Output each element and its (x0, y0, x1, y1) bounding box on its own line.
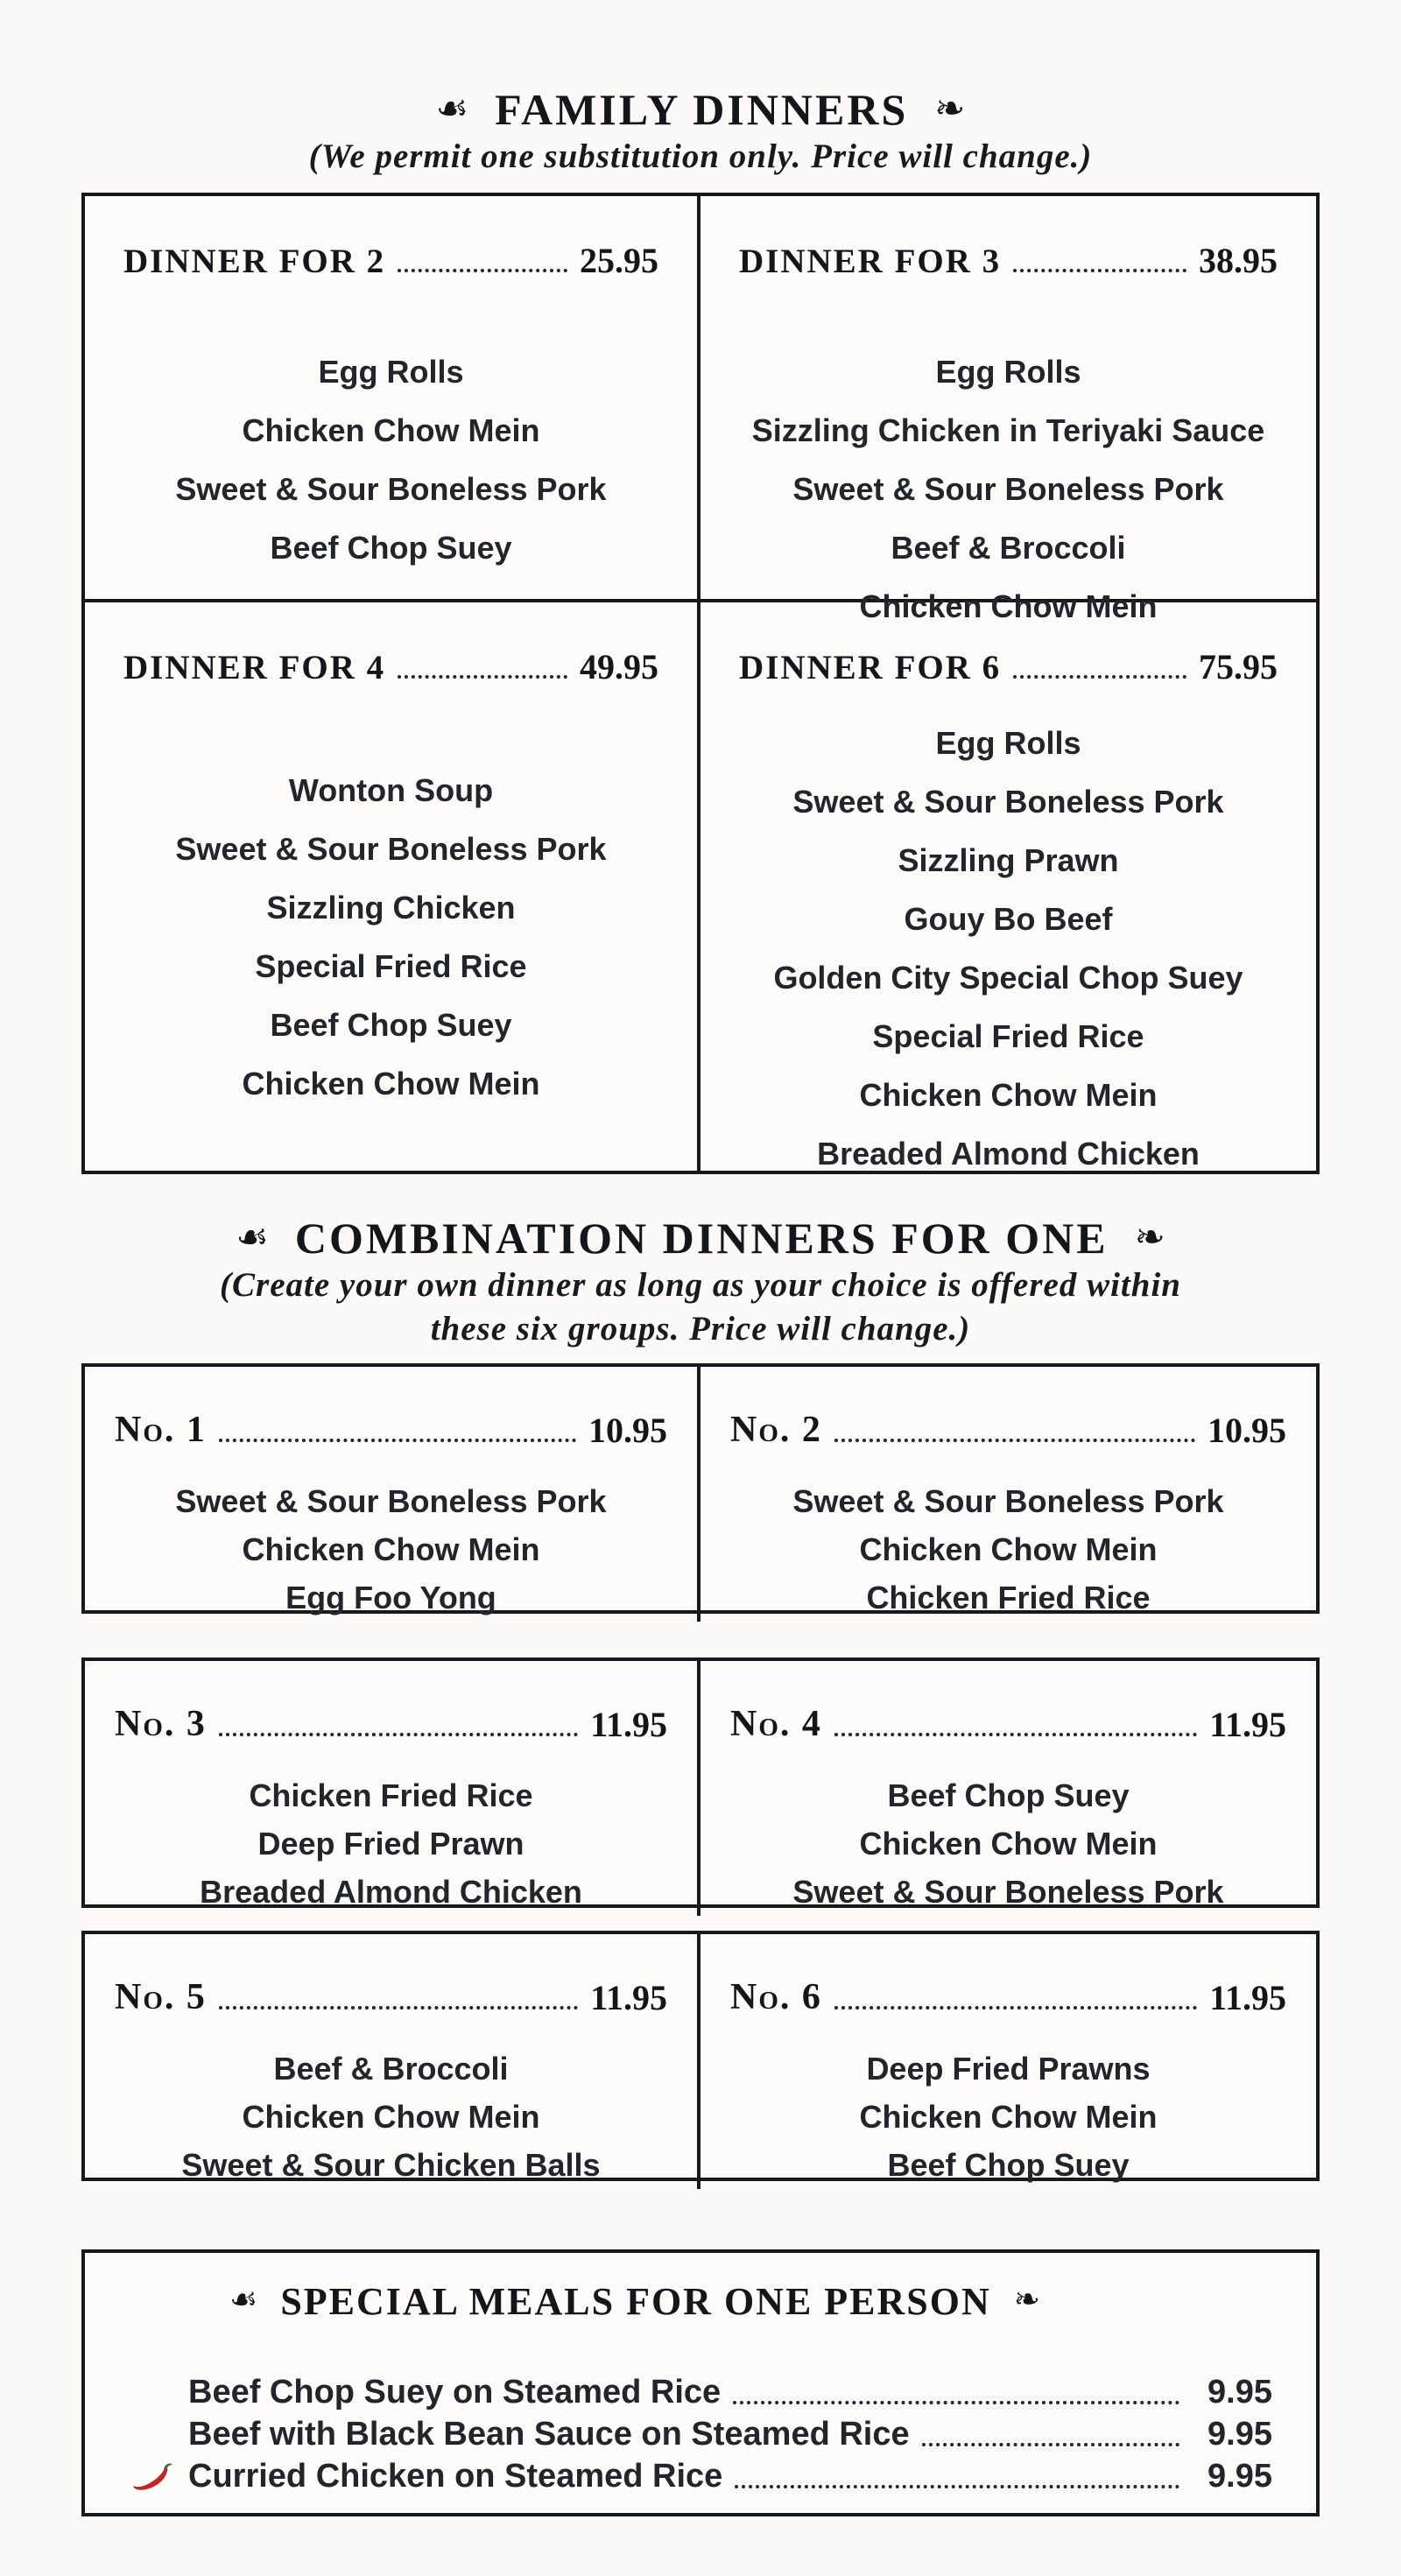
menu-item: Sweet & Sour Boneless Pork (175, 831, 607, 867)
menu-item: Sweet & Sour Chicken Balls (181, 2147, 601, 2183)
menu-item-name: Beef Chop Suey on Steamed Rice (188, 2374, 722, 2411)
menu-item: Sweet & Sour Boneless Pork (175, 1483, 607, 1519)
dinner-header (85, 646, 697, 687)
combo-name: No. 5 (115, 1977, 207, 2017)
dotted-leader (922, 2443, 1179, 2446)
combo-no-5-card (85, 1934, 700, 2189)
combo-price: 11.95 (1209, 1978, 1286, 2017)
menu-item: Sweet & Sour Boneless Pork (792, 1874, 1224, 1910)
combination-dinners-title: COMBINATION DINNERS FOR ONE (294, 1214, 1109, 1263)
spice-slot (132, 2408, 188, 2411)
dinner-header (700, 646, 1316, 687)
dinner-name: DINNER FOR 4 (123, 649, 386, 686)
menu-item: Beef Chop Suey (887, 2147, 1130, 2183)
dotted-leader (735, 2485, 1179, 2488)
combo-items (700, 1477, 1316, 1622)
dinner-for-6-card (700, 602, 1316, 1171)
special-meals-header (85, 2279, 1185, 2324)
special-meal-row (85, 2411, 1316, 2453)
combination-dinners-header (0, 1213, 1401, 1263)
combo-items (700, 2045, 1316, 2189)
menu-item: Chicken Chow Mein (242, 2099, 540, 2135)
floral-ornament-left-icon: ☙ (236, 1214, 269, 1258)
combo-header (700, 1703, 1316, 1745)
chili-pepper-icon (132, 2460, 172, 2492)
combo-name: No. 3 (115, 1704, 207, 1744)
menu-item: Egg Rolls (935, 725, 1081, 761)
spice-slot (132, 2460, 188, 2495)
family-dinners-title: FAMILY DINNERS (495, 85, 909, 134)
menu-item: Egg Rolls (935, 354, 1081, 390)
combo-name: No. 1 (115, 1410, 207, 1450)
dinner-items (85, 761, 697, 1113)
menu-item: Chicken Fried Rice (866, 1580, 1151, 1615)
dotted-leader (219, 1733, 578, 1736)
combo-items (85, 1477, 697, 1622)
special-meal-row (85, 2453, 1316, 2495)
dinner-price: 25.95 (580, 241, 658, 280)
menu-item: Beef & Broccoli (891, 530, 1126, 566)
dinner-price: 38.95 (1199, 241, 1278, 280)
menu-item: Special Fried Rice (872, 1018, 1144, 1054)
combo-header (85, 1976, 697, 2018)
menu-item-price: 9.95 (1207, 2416, 1272, 2453)
combo-price: 10.95 (588, 1411, 667, 1450)
dinner-price: 75.95 (1199, 647, 1278, 686)
menu-item: Chicken Chow Mein (242, 412, 540, 448)
menu-item: Sweet & Sour Boneless Pork (792, 471, 1224, 507)
menu-item: Beef Chop Suey (270, 530, 512, 566)
combo-name: No. 2 (730, 1410, 822, 1450)
menu-item: Chicken Chow Mein (859, 1077, 1158, 1113)
combo-items (700, 1771, 1316, 1916)
dinner-items (700, 342, 1316, 636)
combo-header (85, 1409, 697, 1451)
menu-item: Beef Chop Suey (270, 1007, 512, 1043)
combo-price: 10.95 (1207, 1411, 1286, 1450)
combo-name: No. 6 (730, 1977, 822, 2017)
combination-dinners-subtitle-line1: (Create your own dinner as long as your choice is offered within (220, 1266, 1181, 1304)
combo-no-3-card (85, 1661, 700, 1916)
combo-header (700, 1976, 1316, 2018)
dinner-header (85, 240, 697, 281)
special-meals-items (85, 2369, 1316, 2495)
dinner-for-4-card (85, 602, 700, 1171)
menu-item: Golden City Special Chop Suey (773, 960, 1243, 996)
combo-items (85, 2045, 697, 2189)
special-meal-row (85, 2369, 1316, 2411)
menu-item: Sizzling Prawn (898, 842, 1119, 878)
menu-item: Sweet & Sour Boneless Pork (792, 1483, 1224, 1519)
combo-no-2-card (700, 1367, 1316, 1622)
menu-item-name: Curried Chicken on Steamed Rice (188, 2458, 723, 2495)
special-meals-title: SPECIAL MEALS FOR ONE PERSON (280, 2280, 991, 2323)
floral-ornament-left-icon: ☙ (229, 2282, 258, 2318)
combo-header (85, 1703, 697, 1745)
dotted-leader (733, 2401, 1179, 2404)
dotted-leader (398, 675, 567, 679)
menu-item: Chicken Chow Mein (859, 588, 1158, 624)
floral-ornament-right-icon: ❧ (1013, 2282, 1040, 2318)
menu-item: Wonton Soup (288, 772, 494, 808)
family-dinners-subtitle: (We permit one substitution only. Price will change.) (308, 137, 1093, 175)
dotted-leader (1013, 269, 1186, 272)
combo-no-4-card (700, 1661, 1316, 1916)
menu-item: Egg Rolls (318, 354, 464, 390)
combo-name: No. 4 (730, 1704, 822, 1744)
floral-ornament-right-icon: ❧ (1134, 1214, 1165, 1258)
menu-item-name: Beef with Black Bean Sauce on Steamed Rice (188, 2416, 910, 2453)
menu-item-price: 9.95 (1207, 2374, 1272, 2411)
dinner-header (700, 240, 1316, 281)
menu-item: Sizzling Chicken in Teriyaki Sauce (751, 412, 1265, 448)
dinner-name: DINNER FOR 2 (123, 243, 386, 280)
menu-item: Beef & Broccoli (273, 2051, 509, 2087)
dotted-leader (219, 1439, 576, 1442)
dotted-leader (398, 269, 567, 272)
dotted-leader (834, 2006, 1197, 2009)
family-dinners-header (0, 0, 1401, 135)
dinner-items (700, 714, 1316, 1183)
combination-dinners-subtitle-line2: these six groups. Price will change.) (430, 1310, 971, 1348)
dinner-name: DINNER FOR 3 (739, 243, 1002, 280)
menu-item: Beef Chop Suey (887, 1777, 1130, 1813)
menu-item: Deep Fried Prawns (866, 2051, 1151, 2087)
dotted-leader (1013, 675, 1186, 679)
menu-item: Chicken Chow Mein (242, 1531, 540, 1567)
combo-items (85, 1771, 697, 1916)
menu-item: Sweet & Sour Boneless Pork (792, 784, 1224, 820)
menu-item: Breaded Almond Chicken (817, 1136, 1200, 1172)
menu-item: Chicken Chow Mein (859, 1531, 1158, 1567)
dinner-for-2-card (85, 196, 700, 602)
family-dinners-table (81, 193, 1320, 1174)
spice-slot (132, 2450, 188, 2453)
dotted-leader (834, 1439, 1195, 1442)
menu-item: Chicken Fried Rice (249, 1777, 533, 1813)
menu-item: Deep Fried Prawn (257, 1826, 524, 1862)
combo-no-6-card (700, 1934, 1316, 2189)
menu-item: Chicken Chow Mein (859, 1826, 1158, 1862)
combo-price: 11.95 (590, 1978, 667, 2017)
combo-header (700, 1409, 1316, 1451)
menu-item: Chicken Chow Mein (242, 1066, 540, 1101)
combo-row-3 (81, 1931, 1320, 2181)
menu-item-price: 9.95 (1207, 2458, 1272, 2495)
combo-price: 11.95 (1209, 1705, 1286, 1744)
dinner-for-3-card (700, 196, 1316, 624)
menu-item: Sweet & Sour Boneless Pork (175, 471, 607, 507)
dotted-leader (834, 1733, 1197, 1736)
combo-row-2 (81, 1658, 1320, 1908)
combo-price: 11.95 (590, 1705, 667, 1744)
special-meals-box (81, 2249, 1320, 2516)
dotted-leader (219, 2006, 578, 2009)
menu-item: Special Fried Rice (255, 948, 527, 984)
floral-ornament-right-icon: ❧ (934, 86, 966, 130)
dinner-price: 49.95 (580, 647, 658, 686)
menu-item: Chicken Chow Mein (859, 2099, 1158, 2135)
menu-item: Gouy Bo Beef (904, 901, 1113, 937)
dinner-name: DINNER FOR 6 (739, 649, 1002, 686)
floral-ornament-left-icon: ☙ (435, 86, 469, 130)
menu-item: Egg Foo Yong (285, 1580, 496, 1615)
menu-item: Sizzling Chicken (266, 890, 516, 926)
combo-row-1 (81, 1363, 1320, 1614)
menu-item: Breaded Almond Chicken (200, 1874, 582, 1910)
combo-no-1-card (85, 1367, 700, 1622)
dinner-items (85, 342, 697, 577)
